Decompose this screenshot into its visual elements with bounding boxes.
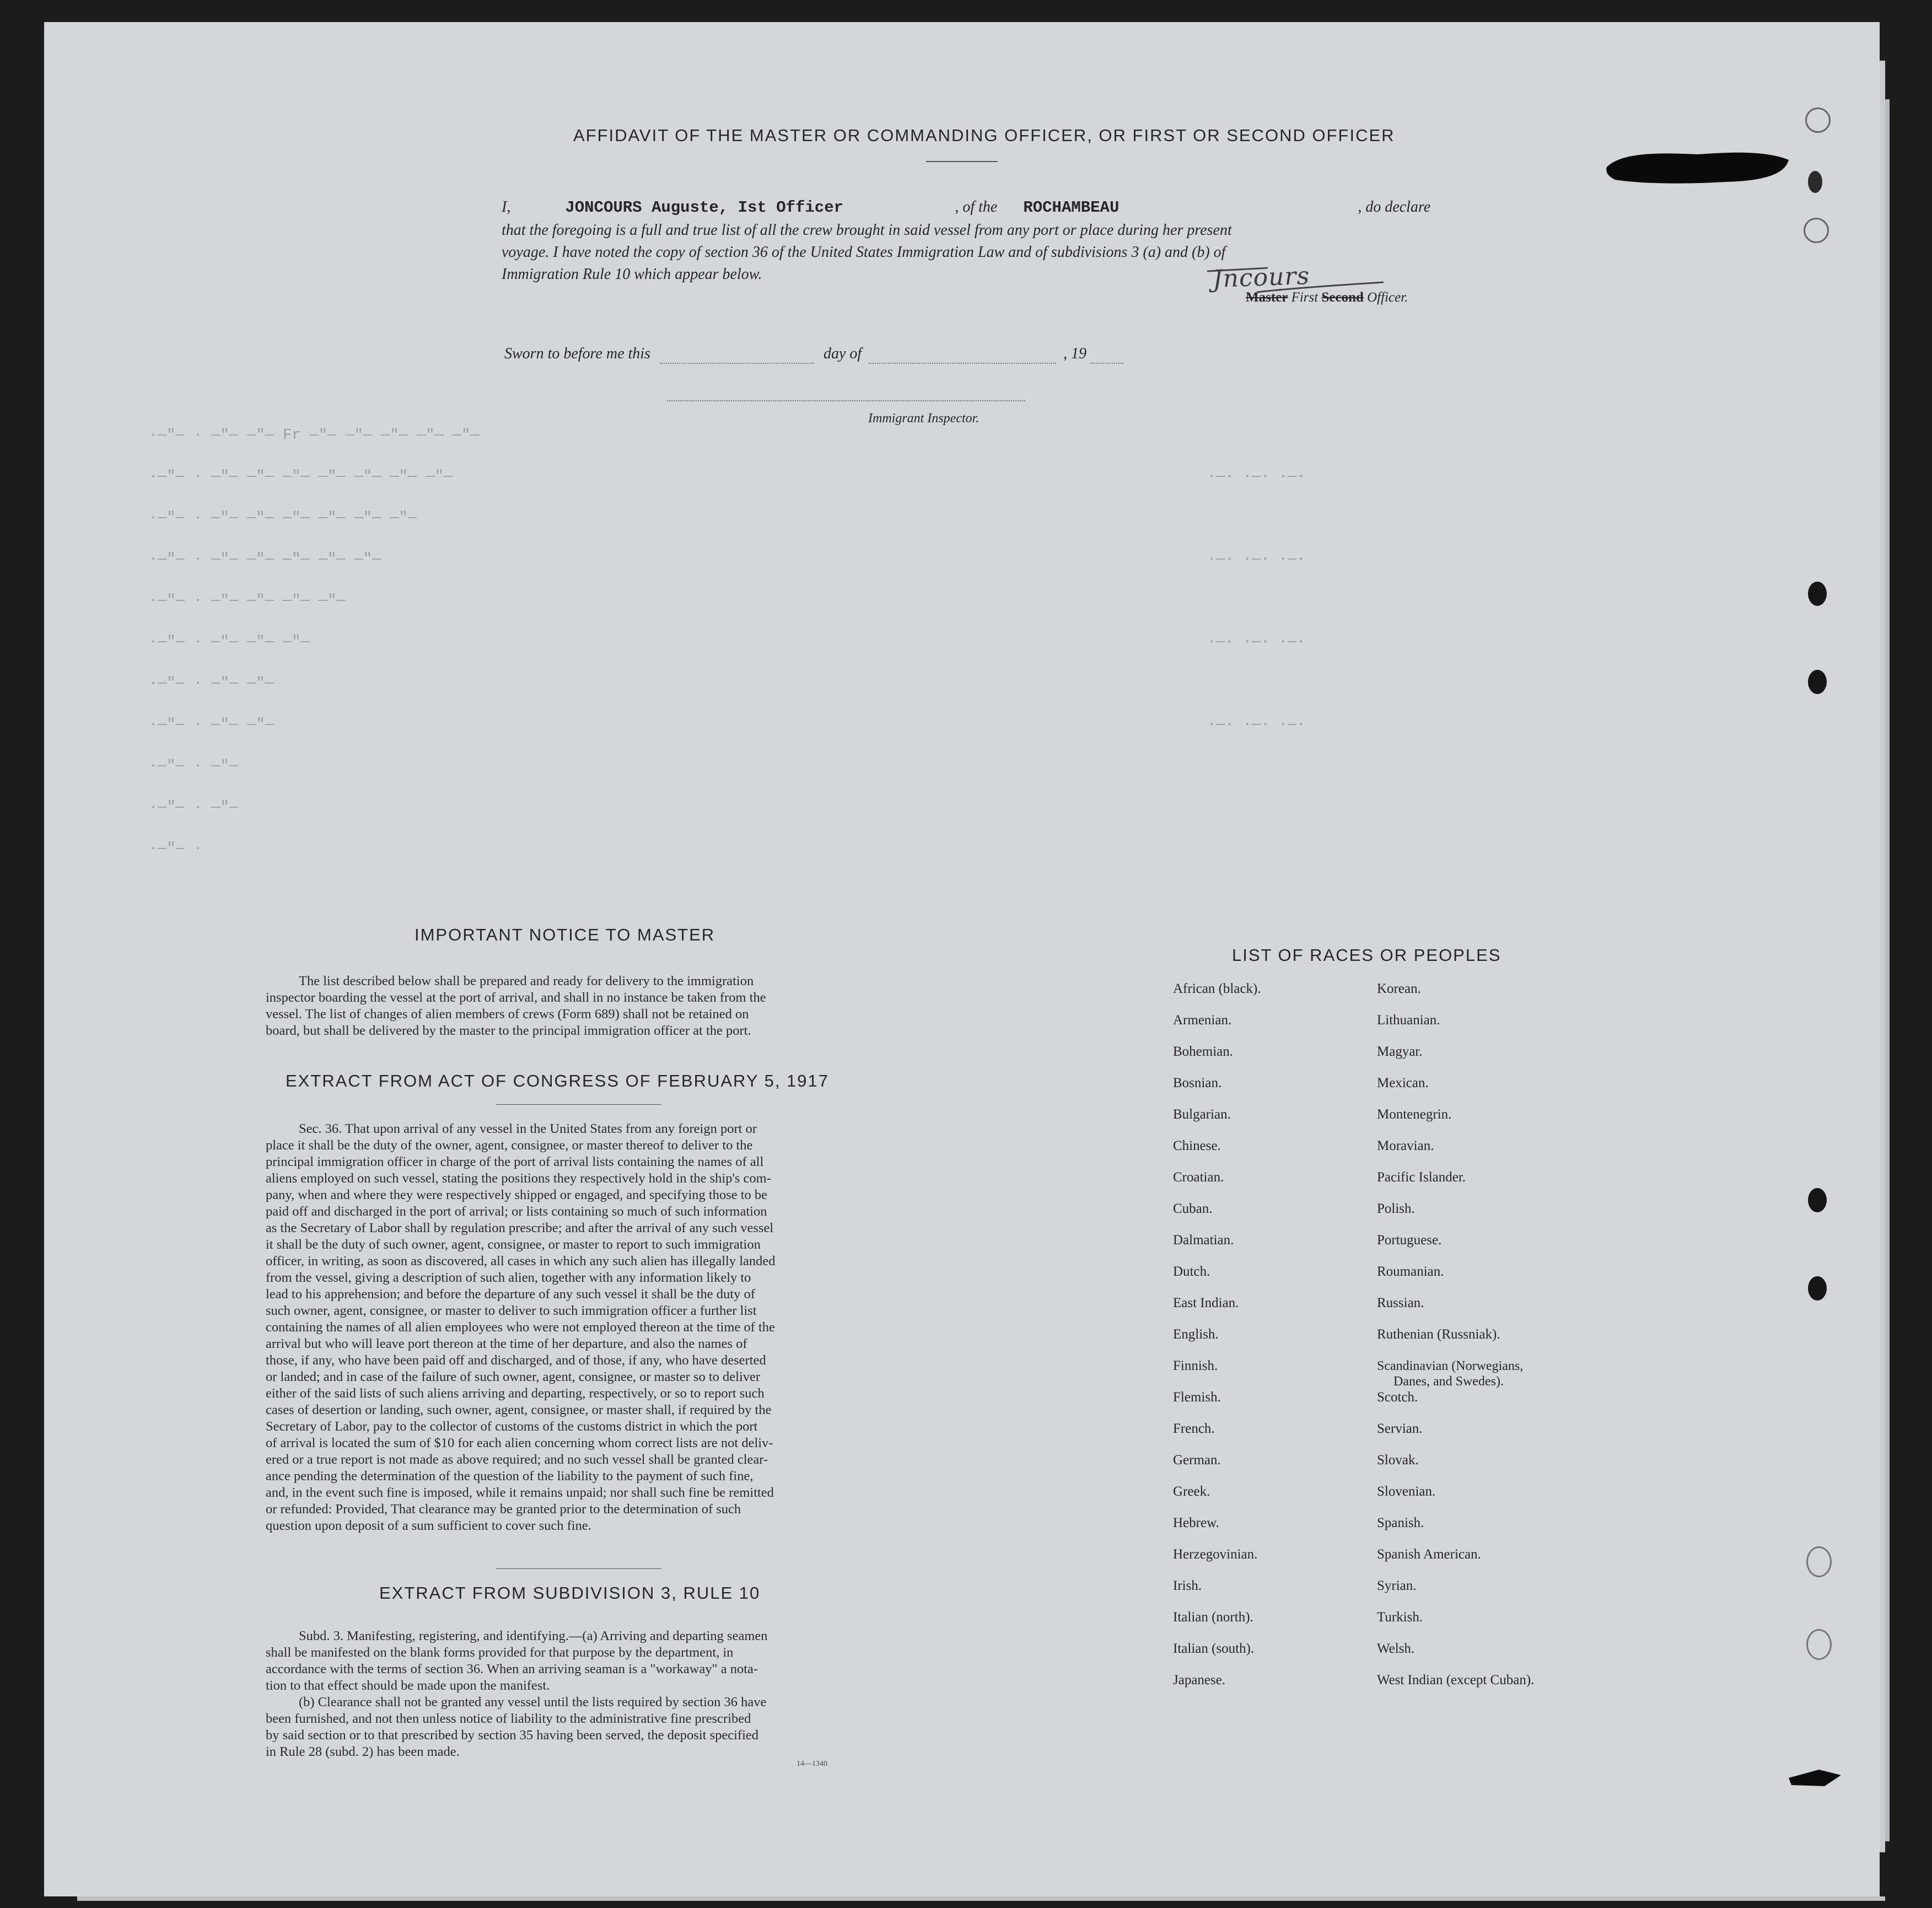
race-item: Spanish. (1377, 1515, 1424, 1530)
act-extract-body (266, 1121, 930, 1534)
rule-line: been furnished, and not then unless notice of liability to the administrative fine prescribed (266, 1711, 751, 1726)
races-title: LIST OF RACES OR PEOPLES (1232, 945, 1502, 965)
act-title-rule (496, 1104, 661, 1105)
race-item: Russian. (1377, 1296, 1424, 1310)
act-line: officer, in writing, as soon as discovered, all cases in which any such alien has illegally landed (266, 1254, 776, 1269)
race-item: Dalmatian. (1173, 1233, 1234, 1248)
officer-name: JONCOURS Auguste, Ist Officer (565, 198, 844, 217)
officer-first: First (1291, 290, 1319, 305)
act-line: paid off and discharged in the port of arrival; or lists containing so much of such information (266, 1204, 767, 1219)
race-item: Italian (north). (1173, 1610, 1253, 1625)
race-item: Chinese. (1173, 1138, 1221, 1153)
rule-line: (b) Clearance shall not be granted any vessel until the lists required by section 36 have (299, 1695, 767, 1710)
officer-title-line (1246, 290, 1408, 305)
declaration-line-3: voyage. I have noted the copy of section 36 of the United States Immigration Law and of subdivisions 3 (a) and (b) of (502, 244, 1226, 261)
sworn-month-blank (869, 345, 1056, 364)
page-edge-right-lower (1885, 99, 1890, 1841)
do-declare-label: , do declare (1358, 198, 1431, 216)
race-item: Montenegrin. (1377, 1107, 1452, 1122)
punch-hole (1808, 171, 1822, 193)
rule-line: Subd. 3. Manifesting, registering, and identifying.—(a) Arriving and departing seamen (299, 1628, 768, 1643)
sworn-day-blank (660, 345, 814, 364)
race-item: Moravian. (1377, 1138, 1434, 1153)
race-item: Dutch. (1173, 1264, 1210, 1279)
race-item: Polish. (1377, 1201, 1415, 1216)
races-left-column (1173, 981, 1261, 1704)
act-line: ered or a true report is not made as above required; and no such vessel shall be granted clear- (266, 1452, 768, 1467)
act-line: cases of desertion or landing, such owner, agent, consignee, or master shall, if required by the (266, 1402, 772, 1417)
act-line: Secretary of Labor, pay to the collector of customs of the customs district in which the port (266, 1419, 758, 1434)
race-item: Italian (south). (1173, 1641, 1255, 1656)
race-item: Greek. (1173, 1484, 1210, 1499)
intro-pronoun: I, (502, 198, 511, 216)
rule-line: tion to that effect should be made upon the manifest. (266, 1678, 550, 1693)
race-item: Turkish. (1377, 1610, 1423, 1625)
declaration-line-4: Immigration Rule 10 which appear below. (502, 266, 762, 283)
race-item: African (black). (1173, 981, 1261, 996)
title-rule (926, 161, 998, 162)
race-item: French. (1173, 1421, 1215, 1436)
race-item: Magyar. (1377, 1044, 1423, 1059)
punch-hole (1804, 218, 1829, 243)
race-item: Scandinavian (Norwegians, (1377, 1359, 1524, 1373)
sworn-day-of: day of (823, 345, 862, 362)
act-line: or landed; and in case of the failure of such owner, agent, consignee, or master so to deliver (266, 1369, 761, 1384)
act-line: it shall be the duty of such owner, agent, consignee, or master to report to such immigration (266, 1237, 761, 1252)
sworn-year: , 19 (1063, 345, 1087, 362)
page-edge-bottom (77, 1896, 1885, 1901)
act-line: either of the said lists of such aliens arriving and departing, respectively, or so to report such (266, 1386, 765, 1401)
officer-struck-master: Master (1246, 290, 1288, 305)
sworn-year-blank (1090, 345, 1123, 364)
declaration-line-1 (502, 198, 1430, 217)
officer-label: Officer. (1367, 290, 1408, 305)
punch-hole (1808, 582, 1827, 606)
race-item: Slovenian. (1377, 1484, 1436, 1499)
act-line: of arrival is located the sum of $10 for each alien concerning whom correct lists are not deliv- (266, 1436, 773, 1450)
punch-hole (1805, 108, 1831, 133)
race-item: Pacific Islander. (1377, 1170, 1466, 1185)
punch-hole (1806, 1629, 1832, 1660)
punch-hole (1808, 1188, 1827, 1212)
act-line: arrival but who will leave port thereon at the time of her departure, and also the names of (266, 1336, 747, 1351)
officer-struck-second: Second (1321, 290, 1364, 305)
notice-line: vessel. The list of changes of alien members of crews (Form 689) shall not be retained on (266, 1007, 749, 1022)
race-item: Welsh. (1377, 1641, 1415, 1656)
act-line: ance pending the determination of the question of the liability to the payment of such fine, (266, 1469, 754, 1484)
act-extract-title: EXTRACT FROM ACT OF CONGRESS OF FEBRUARY 5, 1917 (286, 1071, 830, 1090)
race-item: Finnish. (1173, 1358, 1218, 1373)
race-item: Mexican. (1377, 1076, 1429, 1090)
race-item: Croatian. (1173, 1170, 1224, 1185)
act-line: Sec. 36. That upon arrival of any vessel in the United States from any foreign port or (299, 1121, 757, 1136)
sworn-line (504, 345, 1123, 364)
page-edge-right (1880, 61, 1885, 1852)
races-right-column (1377, 981, 1534, 1704)
important-notice-body (266, 973, 930, 1039)
vessel-name: ROCHAMBEAU (1023, 198, 1120, 217)
inspector-signature-blank (667, 400, 1025, 401)
redaction-mark (1604, 148, 1791, 186)
dark-tear-mark (1786, 1764, 1847, 1792)
rule-extract-divider (496, 1568, 661, 1569)
sworn-prefix: Sworn to before me this (504, 345, 650, 362)
race-item: Flemish. (1173, 1390, 1221, 1405)
race-item: Japanese. (1173, 1673, 1226, 1687)
officer-signature: Jncours (1212, 261, 1310, 294)
act-line: lead to his apprehension; and before the departure of any such vessel it shall be the duty of (266, 1287, 755, 1302)
race-item: Servian. (1377, 1421, 1423, 1436)
race-item: German. (1173, 1453, 1221, 1468)
declaration-line-2: that the foregoing is a full and true list of all the crew brought in said vessel from any port or place during her present (502, 222, 1232, 239)
of-the-label: , of the (955, 198, 998, 216)
race-item: Hebrew. (1173, 1515, 1219, 1530)
race-item-scandinavian (1377, 1358, 1534, 1390)
race-item: West Indian (except Cuban). (1377, 1673, 1535, 1687)
race-item: East Indian. (1173, 1296, 1239, 1310)
act-line: from the vessel, giving a description of such alien, together with any information likely to (266, 1270, 751, 1285)
race-item: Lithuanian. (1377, 1013, 1440, 1028)
race-item: Spanish American. (1377, 1547, 1481, 1562)
race-item: Armenian. (1173, 1013, 1232, 1028)
act-line: principal immigration officer in charge of the port of arrival lists containing the names of all (266, 1154, 764, 1169)
punch-hole (1806, 1546, 1832, 1577)
race-item: Roumanian. (1377, 1264, 1444, 1279)
punch-hole (1808, 1276, 1827, 1300)
race-item: Slovak. (1377, 1453, 1419, 1468)
race-item: Ruthenian (Russniak). (1377, 1327, 1500, 1342)
race-item: Scotch. (1377, 1390, 1418, 1405)
race-item: Irish. (1173, 1578, 1202, 1593)
inspector-label: Immigrant Inspector. (868, 411, 980, 426)
act-line: and, in the event such fine is imposed, while it remains unpaid; nor shall such fine be remitted (266, 1485, 774, 1500)
act-line: as the Secretary of Labor shall by regulation prescribe; and after the arrival of any such vessel (266, 1221, 774, 1235)
race-item: Syrian. (1377, 1578, 1417, 1593)
act-line: pany, when and where they were respectively shipped or engaged, and specifying those to be (266, 1187, 768, 1202)
punch-hole (1808, 670, 1827, 694)
act-line: or refunded: Provided, That clearance may be granted prior to the determination of such (266, 1502, 741, 1517)
rule-extract-title: EXTRACT FROM SUBDIVISION 3, RULE 10 (379, 1583, 761, 1603)
act-line: containing the names of all alien employees who were not employed thereon at the time of the (266, 1320, 775, 1335)
race-item: Bosnian. (1173, 1076, 1222, 1090)
race-item: Bulgarian. (1173, 1107, 1231, 1122)
notice-line: The list described below shall be prepared and ready for delivery to the immigration (299, 974, 754, 988)
race-item-continued: Danes, and Swedes). (1393, 1374, 1504, 1389)
rule-line: in Rule 28 (subd. 2) has been made. (266, 1744, 460, 1759)
form-number: 14—1340 (797, 1760, 827, 1768)
act-line: such owner, agent, consignee, or master to deliver to such immigration officer a further list (266, 1303, 757, 1318)
notice-line: inspector boarding the vessel at the port of arrival, and shall in no instance be taken from the (266, 990, 766, 1005)
affidavit-title: AFFIDAVIT OF THE MASTER OR COMMANDING OFFICER, OR FIRST OR SECOND OFFICER (573, 126, 1395, 145)
act-line: place it shall be the duty of the owner, agent, consignee, or master thereof to deliver to the (266, 1138, 753, 1153)
race-item: Bohemian. (1173, 1044, 1234, 1059)
rule-line: accordance with the terms of section 36. When an arriving seaman is a "workaway" a nota- (266, 1662, 758, 1676)
manifest-page: ·—"— · —"— —"— Fr —"— —"— —"— —"— —"— ·—"— · —"— —"— —"— —"— —"— —"— —"— ·—"— · —"— —"— —"— —"— —"— —"— ·—"— · —"— —"— —"— —"— —"— ·—"— · —"— —"— —"— —"— ·—"— · —"— —"— —"— ·—"— · —"— —"— ·—"— · —"— —"— ·—"— · —"— ·—"— · —"— ·—"— · ·—· ·—· ·—· ·—· ·—· ·—· ·—· ·—· ·—· ·—· ·—· ·—· AFFIDAVIT OF THE MASTER OR COMMANDING OFFICER, OR FIRST OR SECOND OFFICER I, JONCOURS Auguste, Ist Officer , of the ROCHAMBEAU , do declare that the foregoing is a full and true list of all the crew brought in said vessel from any port or place during her present voyage. I have noted the copy of section 36 of the United States Immigration Law and of subdivisions 3 (a) and (b) of Immigration Rule 10 which appear below. Jncours Master First Second Officer. Sworn to before me this day of , 19 Immigrant Inspector. IMPORTANT NOTICE TO MASTER The list described below shall be prepared and ready for delivery to the immigration inspector boarding the vessel at the port of arrival, and shall in no instance be taken from the vessel. The list of changes of alien members of crews (Form 689) shall not be retained on board, but shall be delivered by the master to the principal immigration officer at the port. EXTRACT FROM ACT OF CONGRESS OF FEBRUARY 5, 1917 Sec. 36. That upon arrival of any vessel in the United States from any foreign port or place it shall be the duty of the owner, agent, consignee, or master thereof to deliver to the principal immigration officer in charge of the port of arrival lists containing the names of all aliens employed on such vessel, stating the positions they respectively hold in the ship's com- pany, when and where they were respectively shipped or engaged, and specifying those to be paid off and discharged in the port of arrival; or lists containing so much of such information as the Secretary of Labor shall by regulation prescribe; and after the arrival of any such vessel it shall be the duty of such owner, agent, consignee, or master to report to such immigration officer, in writing, as soon as discovered, all cases in which any such alien has illegally landed from the vessel, giving a description of such alien, together with any information likely to lead to his apprehension; and before the departure of any such vessel it shall be the duty of such owner, agent, consignee, or master to deliver to such immigration officer a further list containing the names of all alien employees who were not employed thereon at the time of the arrival but who will leave port thereon at the time of her departure, and also the names of those, if any, who have been paid off and discharged, and of those, if any, who have deserted or landed; and in case of the failure of such owner, agent, consignee, or master so to deliver either of the said lists of such aliens arriving and departing, respectively, or so to report such cases of desertion or landing, such owner, agent, consignee, or master shall, if required by the Secretary of Labor, pay to the collector of customs of the customs district in which the port of arrival is located the sum of $10 for each alien concerning whom correct lists are not deliv- ered or a true report is not made as above required; and no such vessel shall be granted clear- ance pending the determination of the question of the liability to the payment of such fine, and, in the event such fine is imposed, while it remains unpaid; nor shall such fine be remitted or refunded: Provided, That clearance may be granted prior to the determination of such question upon deposit of a sum sufficient to cover such fine. EXTRACT FROM SUBDIVISION 3, RULE 10 Subd. 3. Manifesting, registering, and identifying.—(a) Arriving and departing seamen shall be manifested on the blank forms provided for that purpose by the department, in accordance with the terms of section 36. When an arriving seaman is a "workaway" a nota- tion to that effect should be made upon the manifest. (b) Clearance shall not be granted any vessel until the lists required by section 36 have been furnished, and not then unless notice of liability to the administrative fine prescribed by said section or to that prescribed by section 35 having been served, the deposit specified in Rule 28 (subd. 2) has been made. 14—1340 LIST OF RACES OR PEOPLES African (black). Armenian. Bohemian. Bosnian. Bulgarian. Chinese. Croatian. Cuban. Dalmatian. Dutch. East Indian. English. Finnish. Flemish. French. German. Greek. Hebrew. Herzegovinian. Irish. Italian (north). Italian (south). Japanese. Korean. Lithuanian. Magyar. Mexican. Montenegrin. Moravian. Pacific Islander. Polish. Portuguese. Roumanian. Russian. Ruthenian (Russniak). Scandinavian (Norwegians, Danes, and Swedes). Scotch. Servian. Slovak. Slovenian. Spanish. Spanish American. Syrian. Turkish. Welsh. West Indian (except Cuban). (44, 22, 1880, 1896)
race-item: English. (1173, 1327, 1219, 1342)
notice-line: board, but shall be delivered by the master to the principal immigration officer at the port. (266, 1023, 751, 1038)
rule-extract-body (266, 1628, 930, 1760)
important-notice-title: IMPORTANT NOTICE TO MASTER (415, 925, 715, 944)
race-item: Herzegovinian. (1173, 1547, 1258, 1562)
act-line: those, if any, who have been paid off and discharged, and of those, if any, who have deserted (266, 1353, 766, 1368)
race-item: Cuban. (1173, 1201, 1213, 1216)
race-item: Korean. (1377, 981, 1421, 996)
race-item: Portuguese. (1377, 1233, 1442, 1248)
rule-line: shall be manifested on the blank forms provided for that purpose by the department, in (266, 1645, 734, 1660)
act-line: aliens employed on such vessel, stating the positions they respectively hold in the ship's com- (266, 1171, 771, 1186)
rule-line: by said section or to that prescribed by section 35 having been served, the deposit specified (266, 1728, 758, 1743)
act-line: question upon deposit of a sum sufficient to cover such fine. (266, 1518, 591, 1533)
